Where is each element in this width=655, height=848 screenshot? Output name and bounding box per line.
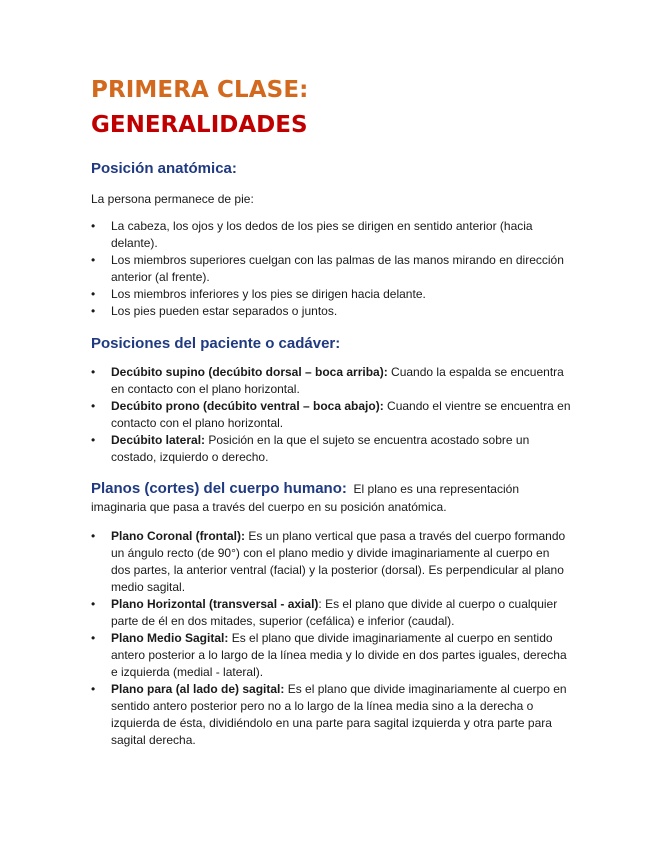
list-item-text: Posición en la que el sujeto se encuentra acostado sobre un costado, izquierdo o derecho. xyxy=(111,433,530,464)
bullet-icon: • xyxy=(91,433,96,447)
bullet-list xyxy=(91,364,571,466)
bullet-icon: • xyxy=(91,219,96,233)
list-item xyxy=(91,218,571,252)
list-item-text: Es el plano que divide imaginariamente al cuerpo en sentido antero posterior pero no a lo largo de la línea media sino a la derecha o izquierda de ésta, dividiéndolo en una parte para sagital izquierda y otra parte para sagital derecha. xyxy=(111,682,567,747)
list-item xyxy=(91,630,571,681)
list-item-text: Los miembros superiores cuelgan con las palmas de las manos mirando en dirección anterior (al frente). xyxy=(111,253,564,284)
list-item xyxy=(91,252,571,286)
list-item-text: Es un plano vertical que pasa a través del cuerpo formando un ángulo recto (de 90°) con el plano medio y divide imaginariamente al cuerpo en dos partes, la anterior ventral (facial) y la posterior (dorsal). Es perpendicular al plano medio sagital. xyxy=(111,529,566,594)
document-page xyxy=(91,74,571,749)
list-item-text: Es el plano que divide imaginariamente al cuerpo en sentido antero posterior a lo largo de la línea media y lo divide en dos partes iguales, derecha e izquierda (medial - lateral). xyxy=(111,631,567,679)
list-item-term: Decúbito prono (decúbito ventral – boca abajo): xyxy=(111,399,384,413)
section-heading-paragraph xyxy=(91,480,571,516)
bullet-icon: • xyxy=(91,365,96,379)
bullet-icon: • xyxy=(91,597,96,611)
section-heading: Planos (cortes) del cuerpo humano: xyxy=(91,480,347,497)
bullet-list xyxy=(91,528,571,749)
bullet-icon: • xyxy=(91,304,96,318)
bullet-icon: • xyxy=(91,631,96,645)
bullet-icon: • xyxy=(91,399,96,413)
list-item-term: Plano Coronal (frontal): xyxy=(111,529,245,543)
list-item xyxy=(91,528,571,596)
list-item xyxy=(91,596,571,630)
list-item-text: Cuando la espalda se encuentra en contacto con el plano horizontal. xyxy=(111,365,564,396)
list-item-text: Los pies pueden estar separados o juntos. xyxy=(111,304,338,318)
document-title: PRIMERA CLASE: xyxy=(91,77,309,103)
list-item-text: : Es el plano que divide al cuerpo o cualquier parte de él en dos mitades, superior (cefálica) e inferior (caudal). xyxy=(111,597,558,628)
list-item-term: Plano para (al lado de) sagital: xyxy=(111,682,285,696)
section-planos-cuerpo xyxy=(91,480,571,749)
section-posicion-anatomica xyxy=(91,159,571,320)
list-item xyxy=(91,303,571,320)
list-item-text: Cuando el vientre se encuentra en contacto con el plano horizontal. xyxy=(111,399,571,430)
document-subtitle: GENERALIDADES xyxy=(91,112,308,138)
list-item xyxy=(91,681,571,749)
bullet-icon: • xyxy=(91,287,96,301)
list-item-term: Plano Medio Sagital: xyxy=(111,631,229,645)
section-intro: El plano es una representación imaginaria que pasa a través del cuerpo en su posición anatómica. xyxy=(91,482,523,514)
section-heading: Posición anatómica: xyxy=(91,160,237,177)
bullet-list xyxy=(91,218,571,320)
list-item-text: La cabeza, los ojos y los dedos de los pies se dirigen en sentido anterior (hacia delante). xyxy=(111,219,533,250)
list-item xyxy=(91,286,571,303)
list-item-term: Decúbito lateral: xyxy=(111,433,206,447)
list-item xyxy=(91,398,571,432)
list-item-term: Decúbito supino (decúbito dorsal – boca arriba): xyxy=(111,365,388,379)
list-item-term: Plano Horizontal (transversal - axial) xyxy=(111,597,319,611)
list-item-text: Los miembros inferiores y los pies se dirigen hacia delante. xyxy=(111,287,426,301)
section-posiciones-paciente xyxy=(91,334,571,466)
section-intro: La persona permanece de pie: xyxy=(91,192,254,206)
bullet-icon: • xyxy=(91,529,96,543)
bullet-icon: • xyxy=(91,253,96,267)
list-item xyxy=(91,432,571,466)
bullet-icon: • xyxy=(91,682,96,696)
section-heading: Posiciones del paciente o cadáver: xyxy=(91,335,341,352)
list-item xyxy=(91,364,571,398)
